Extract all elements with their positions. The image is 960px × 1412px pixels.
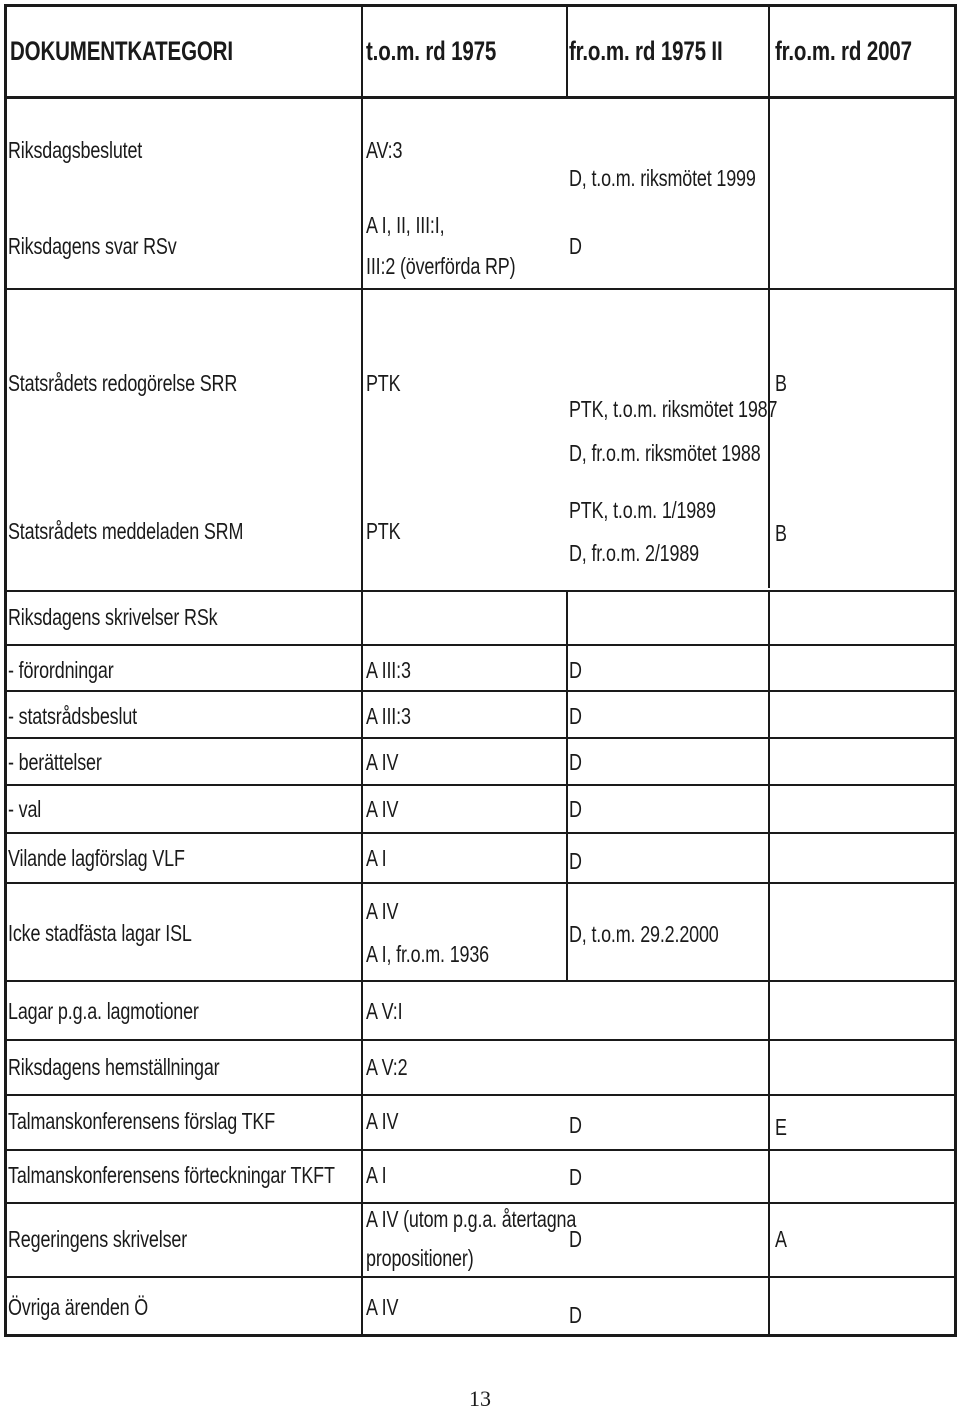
cell-value: PTK — [366, 370, 401, 396]
cell-value: D — [569, 1302, 582, 1328]
cell-value: A I, fr.o.m. 1936 — [366, 941, 490, 967]
cell-value: D, t.o.m. riksmötet 1999 — [569, 165, 756, 191]
row-label: - berättelser — [8, 749, 102, 775]
cell-value: D, t.o.m. 29.2.2000 — [569, 921, 719, 947]
cell-value: D — [569, 796, 582, 822]
cell-value: D — [569, 657, 582, 683]
row-label: Övriga ärenden Ö — [8, 1294, 149, 1320]
cell-value: B — [775, 370, 787, 396]
cell-value: A IV — [366, 898, 399, 924]
row-label: Statsrådets redogörelse SRR — [8, 370, 238, 396]
row-label: Riksdagens skrivelser RSk — [8, 604, 218, 630]
cell-value: A IV — [366, 749, 399, 775]
cell-value: D — [569, 703, 582, 729]
cell-value: A IV — [366, 796, 399, 822]
row-label: Lagar p.g.a. lagmotioner — [8, 998, 199, 1024]
row-label: Talmanskonferensens förslag TKF — [8, 1108, 276, 1134]
cell-value: A V:I — [366, 998, 403, 1024]
header-col-dokumentkategori: DOKUMENTKATEGORI — [10, 36, 233, 66]
cell-value: propositioner) — [366, 1245, 474, 1271]
cell-value: D — [569, 1164, 582, 1190]
row-label: - val — [8, 796, 42, 822]
cell-value: A V:2 — [366, 1054, 408, 1080]
cell-value: D — [569, 1226, 582, 1252]
row-label: Riksdagens hemställningar — [8, 1054, 220, 1080]
cell-value: A — [775, 1226, 787, 1252]
cell-value: PTK, t.o.m. riksmötet 1987 — [569, 396, 778, 422]
cell-value: B — [775, 520, 787, 546]
cell-value: D — [569, 233, 582, 259]
row-label: Riksdagsbeslutet — [8, 137, 143, 163]
row-label: - statsrådsbeslut — [8, 703, 137, 729]
row-label: Riksdagens svar RSv — [8, 233, 177, 259]
header-col-from-2007: fr.o.m. rd 2007 — [775, 36, 912, 66]
cell-value: III:2 (överförda RP) — [366, 253, 516, 279]
row-label: - förordningar — [8, 657, 114, 683]
cell-value: PTK, t.o.m. 1/1989 — [569, 497, 716, 523]
cell-value: A III:3 — [366, 703, 411, 729]
cell-value: A I — [366, 1162, 387, 1188]
cell-value: D, fr.o.m. 2/1989 — [569, 540, 699, 566]
cell-value: E — [775, 1114, 787, 1140]
cell-value: D — [569, 1112, 582, 1138]
row-label: Vilande lagförslag VLF — [8, 845, 185, 871]
cell-value: PTK — [366, 518, 401, 544]
row-label: Regeringens skrivelser — [8, 1226, 188, 1252]
cell-value: A IV — [366, 1294, 399, 1320]
cell-value: A I — [366, 845, 387, 871]
cell-value: D — [569, 848, 582, 874]
row-label: Icke stadfästa lagar ISL — [8, 920, 192, 946]
cell-value: A I, II, III:I, — [366, 212, 445, 238]
row-label: Talmanskonferensens förteckningar TKFT — [8, 1162, 335, 1188]
row-label: Statsrådets meddeladen SRM — [8, 518, 244, 544]
cell-value: A IV — [366, 1108, 399, 1134]
cell-value: AV:3 — [366, 137, 403, 163]
header-col-tom-1975: t.o.m. rd 1975 — [366, 36, 497, 66]
cell-value: D — [569, 749, 582, 775]
header-col-from-1975-ii: fr.o.m. rd 1975 II — [569, 36, 723, 66]
page-number: 13 — [469, 1386, 491, 1411]
cell-value: D, fr.o.m. riksmötet 1988 — [569, 440, 761, 466]
cell-value: A III:3 — [366, 657, 411, 683]
cell-value: A IV (utom p.g.a. återtagna — [366, 1206, 577, 1232]
